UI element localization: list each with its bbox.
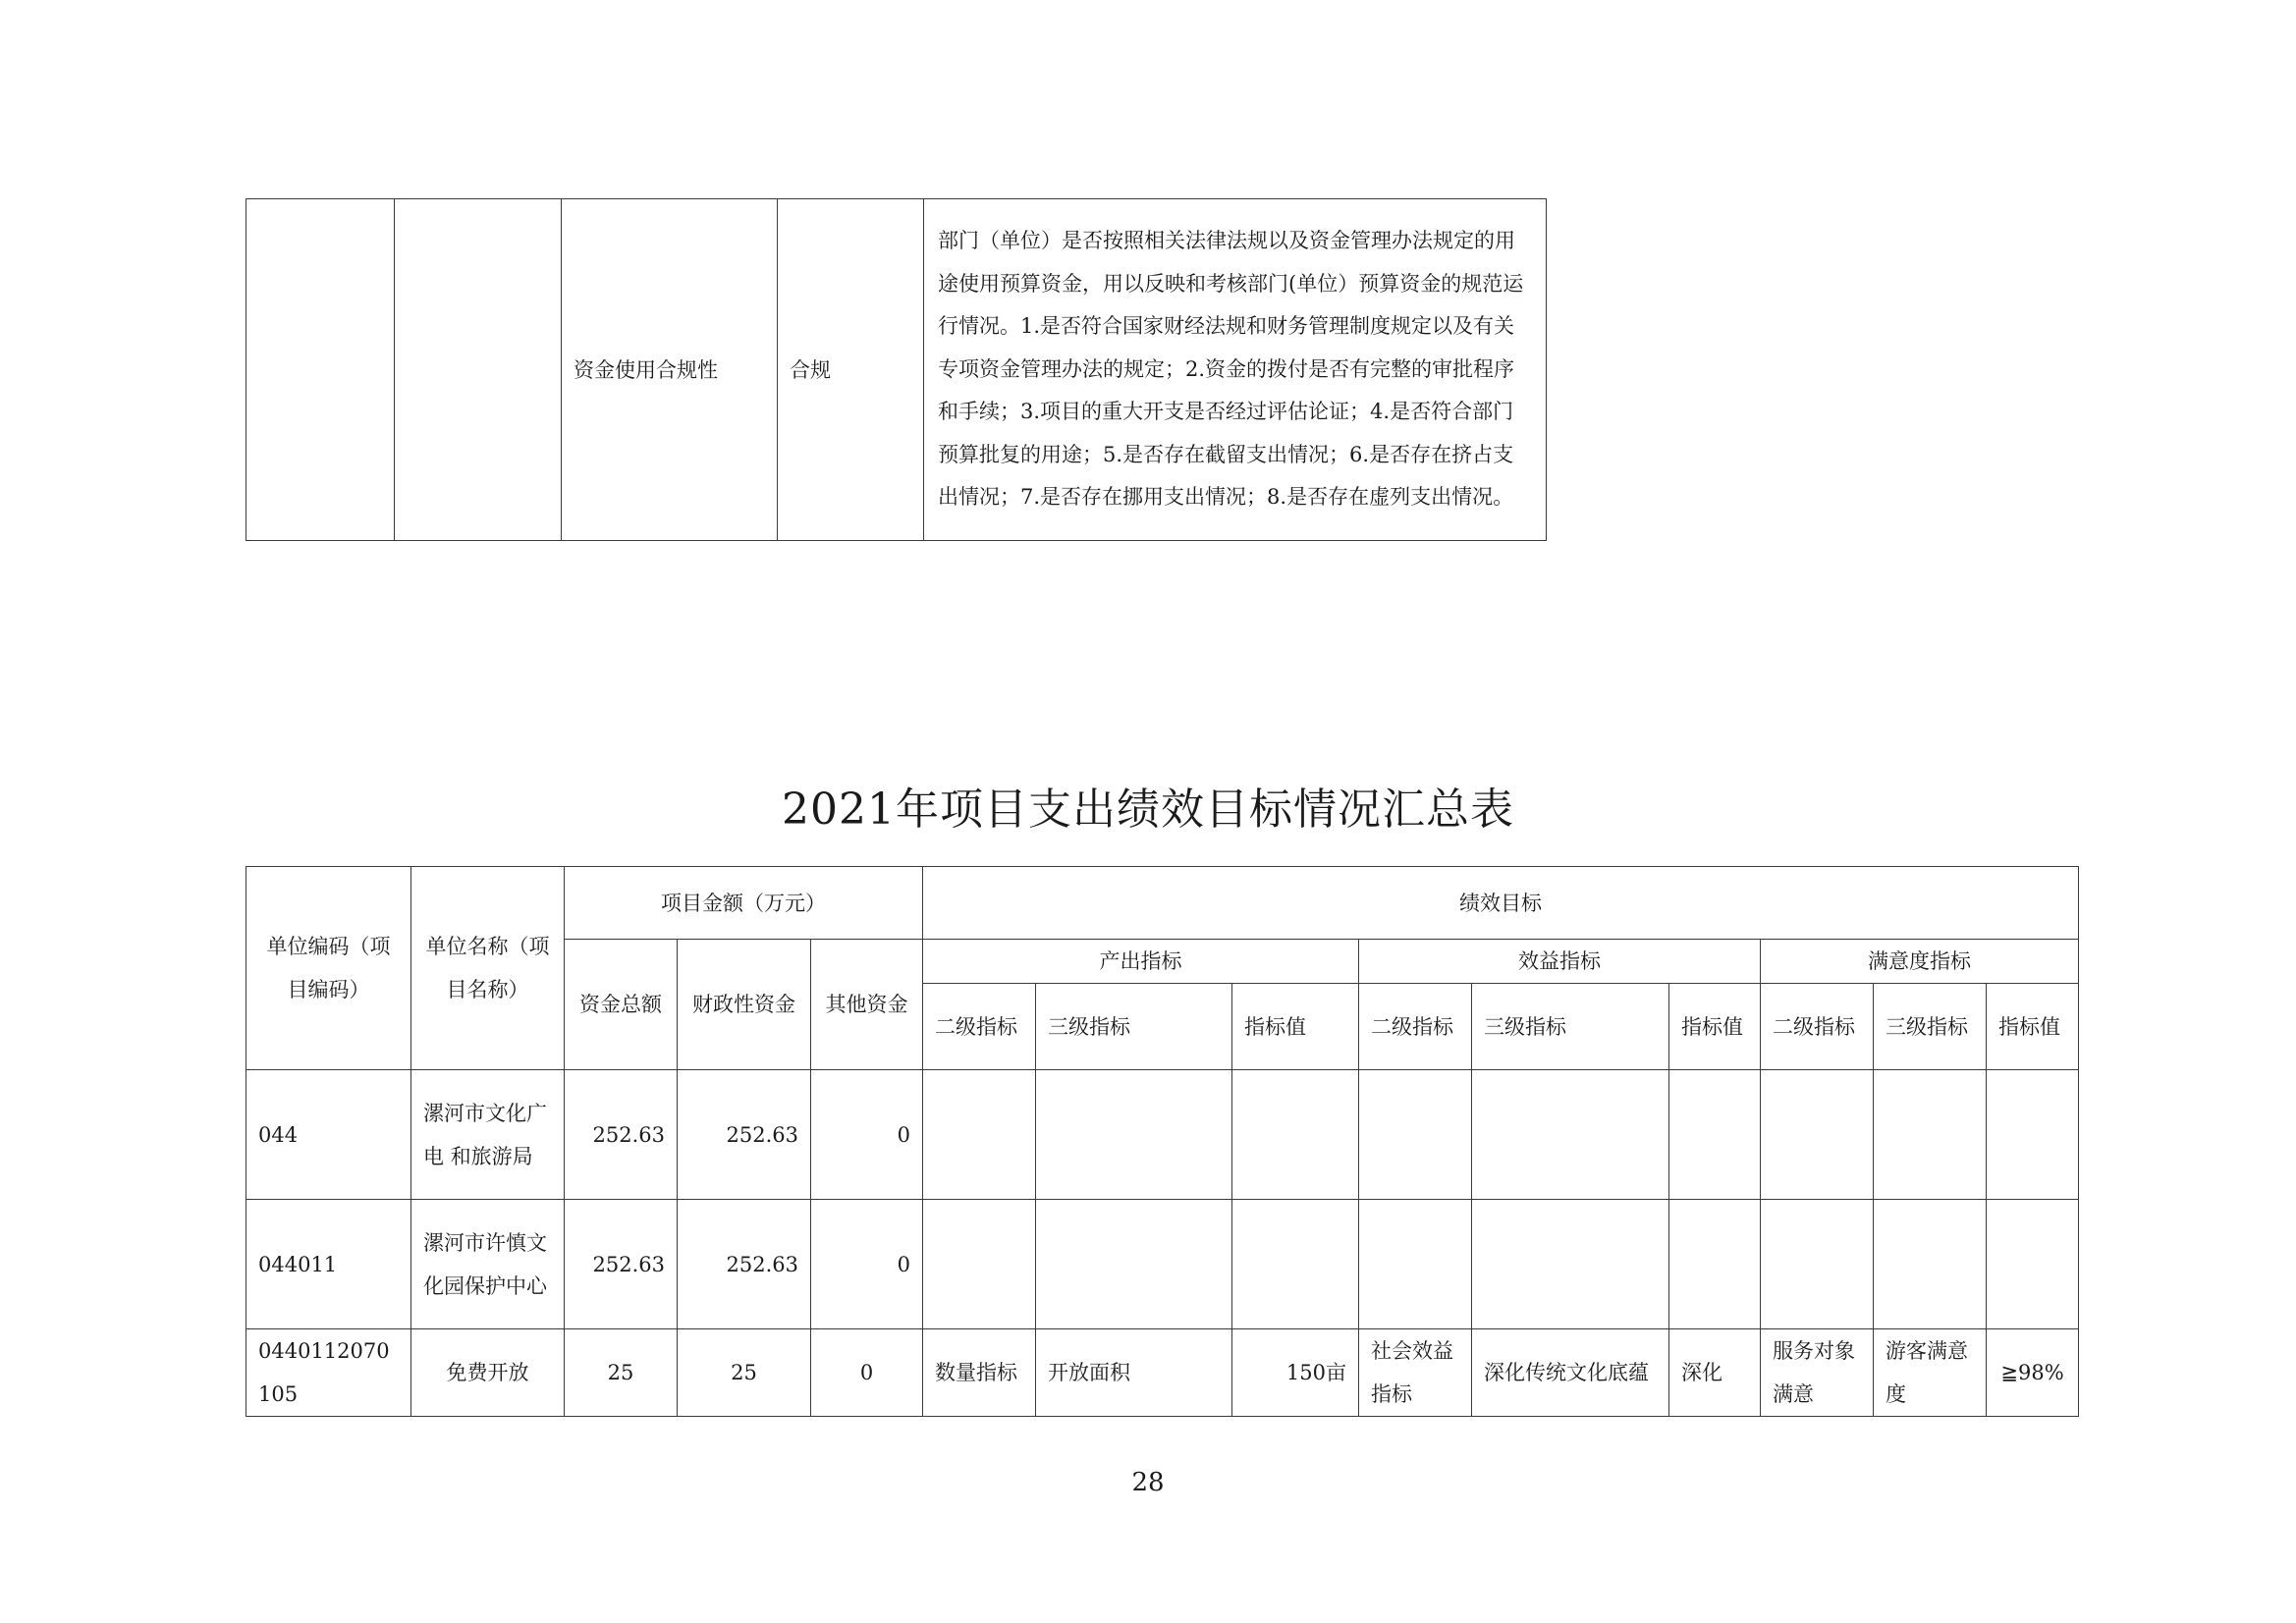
table-row xyxy=(246,199,1547,541)
header-total-funds: 资金总额 xyxy=(565,940,678,1070)
benefit-level2-cell: 社会效益指标 xyxy=(1359,1329,1472,1417)
header-row-1 xyxy=(246,867,2079,940)
unit-name-cell: 免费开放 xyxy=(411,1329,565,1417)
header-satisfaction-indicators: 满意度指标 xyxy=(1761,940,2079,984)
output-value-cell: 150亩 xyxy=(1232,1329,1359,1417)
output-level2-cell: 数量指标 xyxy=(923,1329,1036,1417)
unit-code-cell: 044 xyxy=(246,1070,411,1200)
benefit-level3-cell xyxy=(1472,1200,1669,1329)
header-benefit-value: 指标值 xyxy=(1669,984,1761,1070)
page-number: 28 xyxy=(1131,1468,1165,1497)
satisfaction-level3-cell xyxy=(1874,1070,1987,1200)
header-benefit-indicators: 效益指标 xyxy=(1359,940,1761,984)
unit-code-cell: 0440112070105 xyxy=(246,1329,411,1417)
indicator-value-cell: 合规 xyxy=(778,199,924,541)
header-unit-name: 单位名称（项目名称） xyxy=(411,867,565,1070)
unit-name-cell: 漯河市许慎文化园保护中心 xyxy=(411,1200,565,1329)
total-funds-cell: 252.63 xyxy=(565,1070,678,1200)
table-row xyxy=(246,1070,2079,1200)
benefit-value-cell: 深化 xyxy=(1669,1329,1761,1417)
header-project-amount: 项目金额（万元） xyxy=(565,867,923,940)
benefit-level2-cell xyxy=(1359,1200,1472,1329)
satisfaction-value-cell xyxy=(1987,1070,2079,1200)
header-output-level3: 三级指标 xyxy=(1036,984,1232,1070)
satisfaction-level3-cell: 游客满意度 xyxy=(1874,1329,1987,1417)
indicator-continuation-table xyxy=(246,198,1547,541)
other-funds-cell: 0 xyxy=(811,1200,923,1329)
fiscal-funds-cell: 25 xyxy=(678,1329,811,1417)
total-funds-cell: 25 xyxy=(565,1329,678,1417)
output-level3-cell xyxy=(1036,1070,1232,1200)
satisfaction-value-cell: ≧98% xyxy=(1987,1329,2079,1417)
indicator-description-cell: 部门（单位）是否按照相关法律法规以及资金管理办法规定的用途使用预算资金，用以反映和考核部门(单位）预算资金的规范运行情况。1.是否符合国家财经法规和财务管理制度规定以及有关专项资金管理办法的规定；2.资金的拨付是否有完整的审批程序和手续；3.项目的重大开支是否经过评估论证；4.是否符合部门预算批复的用途；5.是否存在截留支出情况；6.是否存在挤占支出情况；7.是否存在挪用支出情况；8.是否存在虚列支出情况。 xyxy=(924,199,1547,541)
indicator-name-cell: 资金使用合规性 xyxy=(562,199,778,541)
output-level2-cell xyxy=(923,1200,1036,1329)
other-funds-cell: 0 xyxy=(811,1329,923,1417)
benefit-level2-cell xyxy=(1359,1070,1472,1200)
benefit-level3-cell xyxy=(1472,1070,1669,1200)
output-level2-cell xyxy=(923,1070,1036,1200)
fiscal-funds-cell: 252.63 xyxy=(678,1200,811,1329)
satisfaction-level2-cell xyxy=(1761,1200,1874,1329)
header-output-value: 指标值 xyxy=(1232,984,1359,1070)
fiscal-funds-cell: 252.63 xyxy=(678,1070,811,1200)
other-funds-cell: 0 xyxy=(811,1070,923,1200)
header-performance-target: 绩效目标 xyxy=(923,867,2079,940)
header-fiscal-funds: 财政性资金 xyxy=(678,940,811,1070)
benefit-value-cell xyxy=(1669,1200,1761,1329)
header-benefit-level3: 三级指标 xyxy=(1472,984,1669,1070)
document-title: 2021年项目支出绩效目标情况汇总表 xyxy=(782,784,1514,835)
total-funds-cell: 252.63 xyxy=(565,1200,678,1329)
satisfaction-level3-cell xyxy=(1874,1200,1987,1329)
table-row xyxy=(246,1200,2079,1329)
header-output-indicators: 产出指标 xyxy=(923,940,1359,984)
performance-summary-table xyxy=(246,866,2079,1417)
header-output-level2: 二级指标 xyxy=(923,984,1036,1070)
output-value-cell xyxy=(1232,1070,1359,1200)
unit-code-cell: 044011 xyxy=(246,1200,411,1329)
satisfaction-value-cell xyxy=(1987,1200,2079,1329)
output-value-cell xyxy=(1232,1200,1359,1329)
header-benefit-level2: 二级指标 xyxy=(1359,984,1472,1070)
empty-cell xyxy=(246,199,395,541)
satisfaction-level2-cell xyxy=(1761,1070,1874,1200)
unit-name-cell: 漯河市文化广电 和旅游局 xyxy=(411,1070,565,1200)
output-level3-cell: 开放面积 xyxy=(1036,1329,1232,1417)
benefit-value-cell xyxy=(1669,1070,1761,1200)
header-satisfaction-level2: 二级指标 xyxy=(1761,984,1874,1070)
satisfaction-level2-cell: 服务对象满意 xyxy=(1761,1329,1874,1417)
table-row xyxy=(246,1329,2079,1417)
header-other-funds: 其他资金 xyxy=(811,940,923,1070)
benefit-level3-cell: 深化传统文化底蕴 xyxy=(1472,1329,1669,1417)
empty-cell xyxy=(395,199,562,541)
header-satisfaction-value: 指标值 xyxy=(1987,984,2079,1070)
output-level3-cell xyxy=(1036,1200,1232,1329)
header-unit-code: 单位编码（项目编码） xyxy=(246,867,411,1070)
header-satisfaction-level3: 三级指标 xyxy=(1874,984,1987,1070)
